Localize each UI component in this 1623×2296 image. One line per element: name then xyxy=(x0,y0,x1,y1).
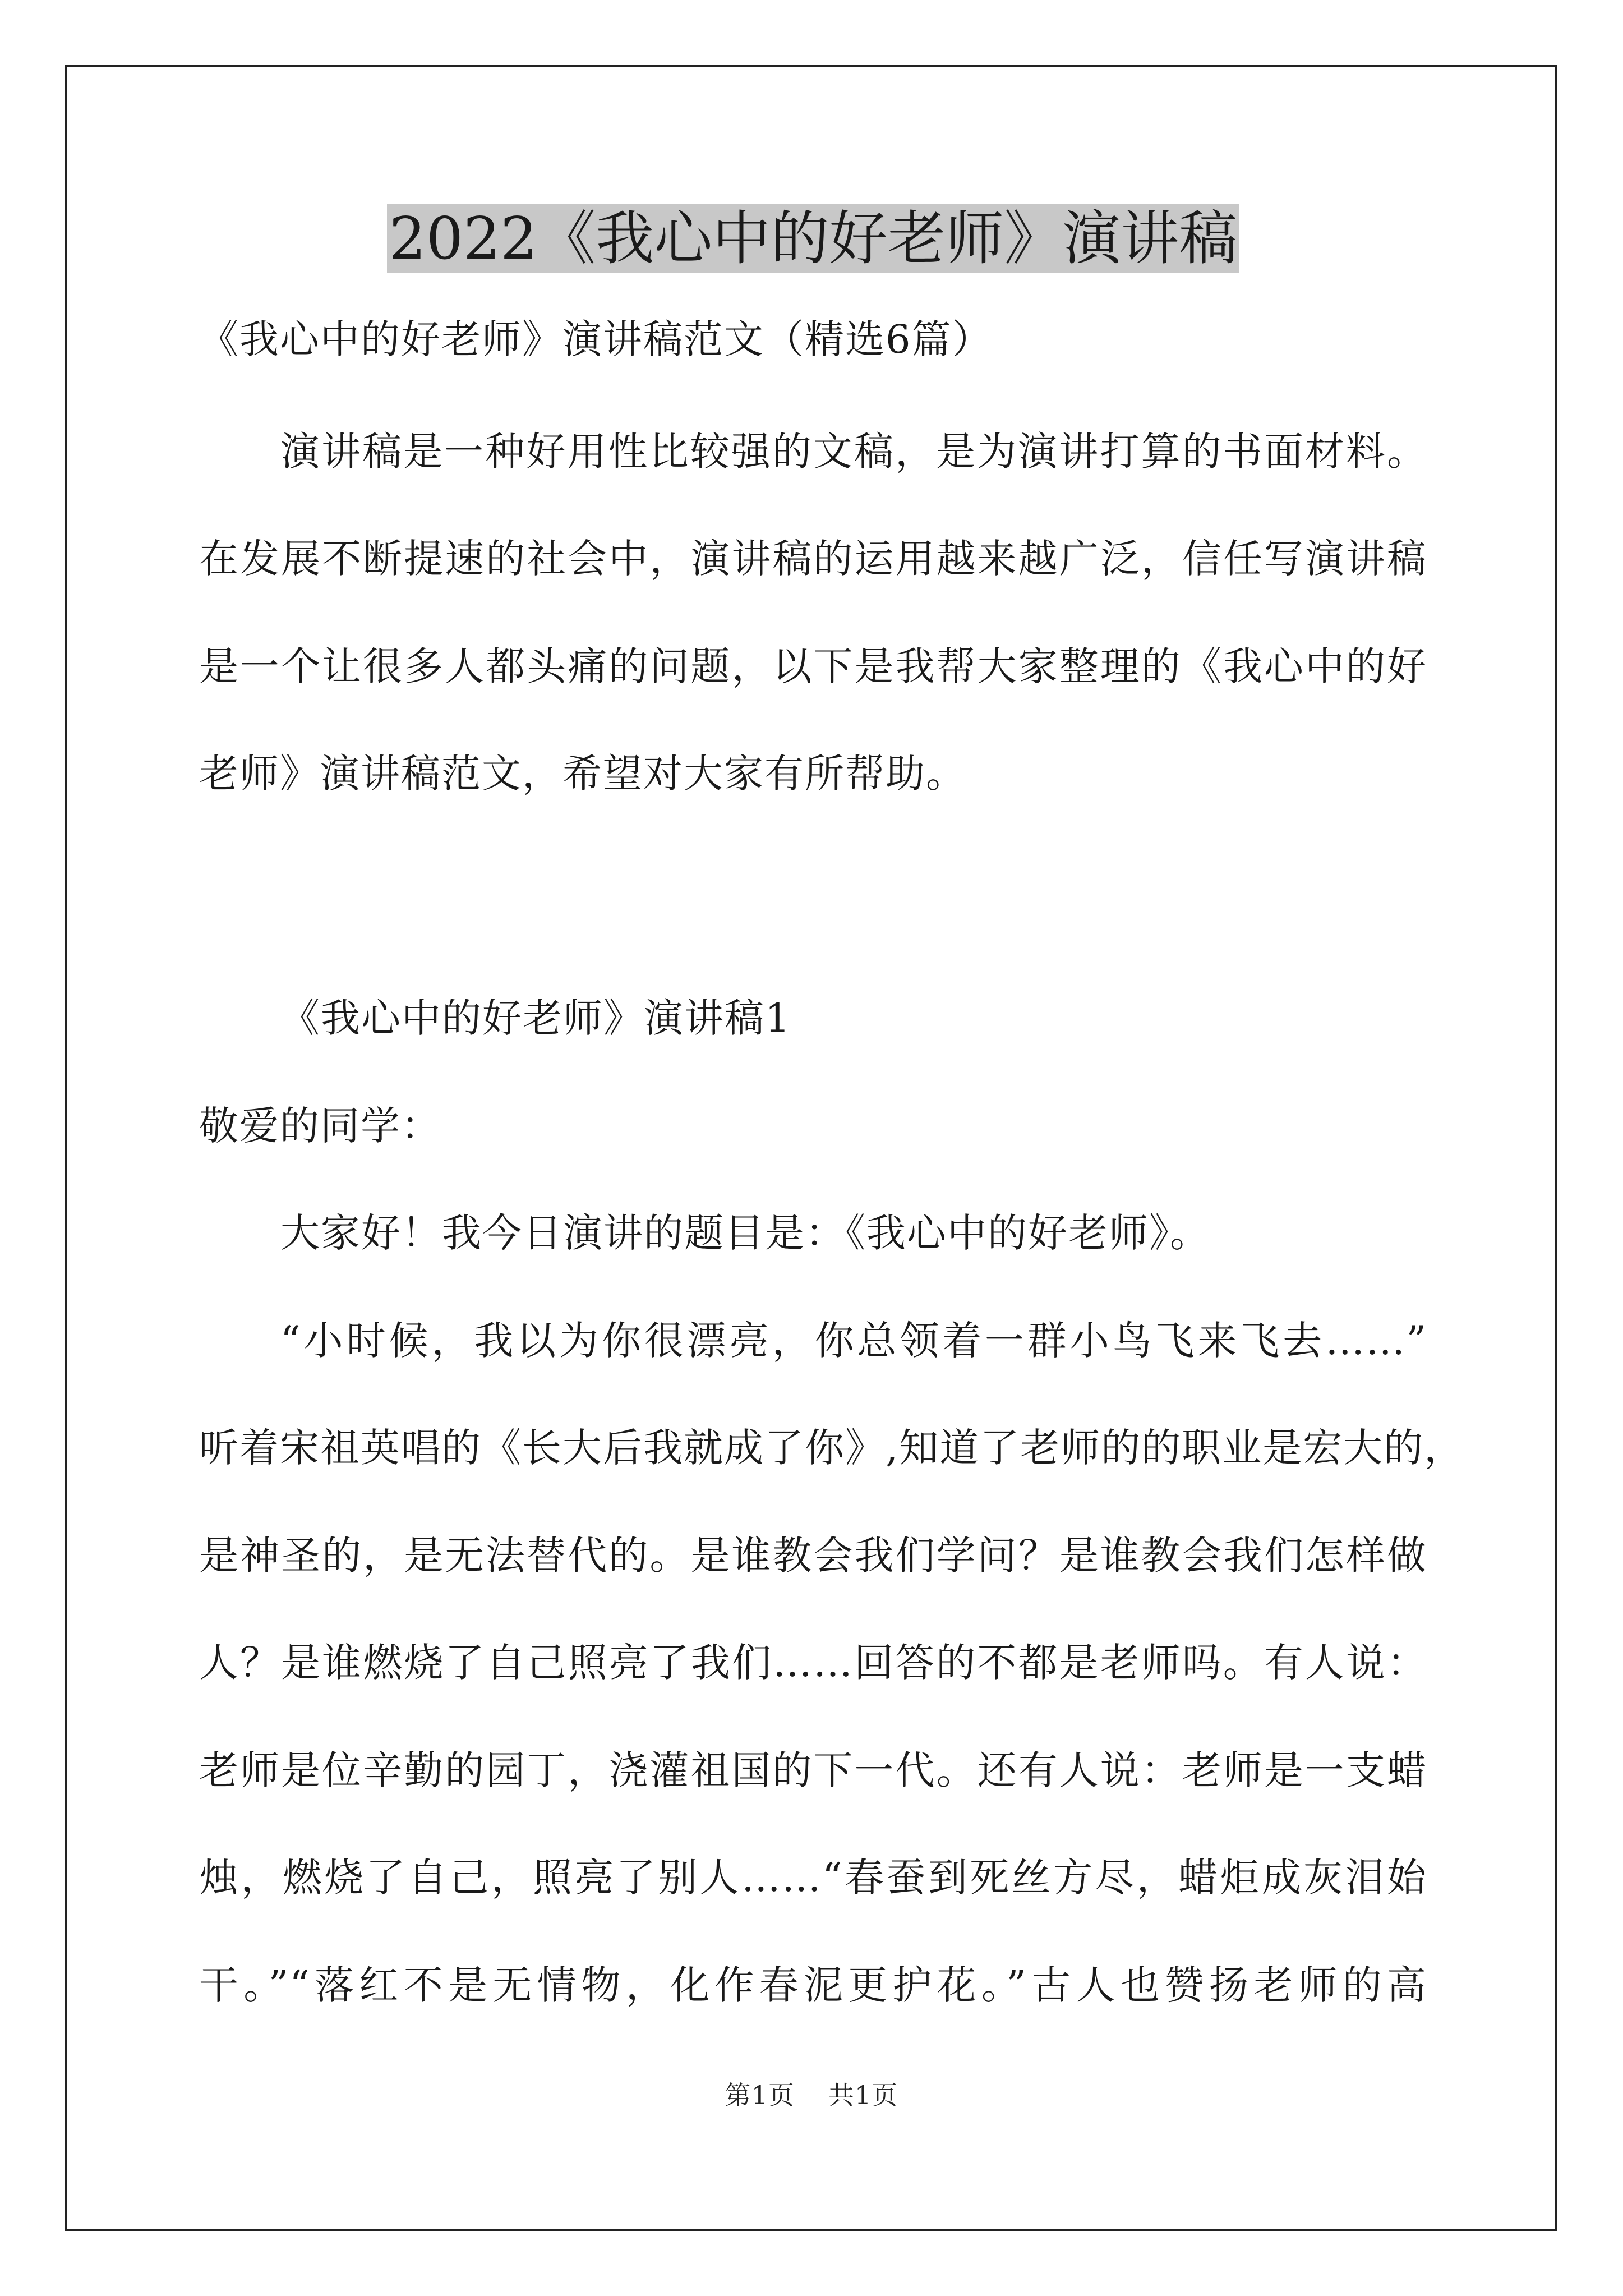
body-line-6: 烛，燃烧了自己，照亮了别人……“春蚕到死丝方尽，蜡炬成灰泪始 xyxy=(199,1855,1427,1901)
page-footer xyxy=(0,2078,1623,2112)
body-line-2: 听着宋祖英唱的《长大后我就成了你》,知道了老师的的职业是宏大的， xyxy=(199,1425,1465,1471)
page-total: 共1页 xyxy=(828,2080,898,2110)
intro-line-1: 演讲稿是一种好用性比较强的文稿，是为演讲打算的书面材料。 xyxy=(280,429,1427,475)
document-title: 2022《我心中的好老师》演讲稿 xyxy=(199,199,1427,278)
body-line-5: 老师是位辛勤的园丁，浇灌祖国的下一代。还有人说：老师是一支蜡 xyxy=(199,1747,1427,1793)
body-line-1: “小时候，我以为你很漂亮，你总领着一群小鸟飞来飞去……” xyxy=(280,1318,1427,1364)
greeting-line: 大家好！我今日演讲的题目是：《我心中的好老师》。 xyxy=(280,1210,1210,1256)
page-number: 第1页 xyxy=(725,2080,795,2110)
intro-line-2: 在发展不断提速的社会中，演讲稿的运用越来越广泛，信任写演讲稿 xyxy=(199,536,1427,582)
section-heading: 《我心中的好老师》演讲稿1 xyxy=(280,995,791,1041)
intro-line-3: 是一个让很多人都头痛的问题，以下是我帮大家整理的《我心中的好 xyxy=(199,643,1427,689)
body-line-4: 人？是谁燃烧了自己照亮了我们……回答的不都是老师吗。有人说： xyxy=(199,1640,1427,1686)
body-line-7: 干。”“落红不是无情物，化作春泥更护花。”古人也赞扬老师的高 xyxy=(199,1962,1427,2008)
document-subtitle: 《我心中的好老师》演讲稿范文（精选6篇） xyxy=(199,316,993,362)
body-line-3: 是神圣的，是无法替代的。是谁教会我们学问？是谁教会我们怎样做 xyxy=(199,1533,1427,1579)
intro-line-4: 老师》演讲稿范文，希望对大家有所帮助。 xyxy=(199,751,966,797)
salutation: 敬爱的同学： xyxy=(199,1103,441,1149)
